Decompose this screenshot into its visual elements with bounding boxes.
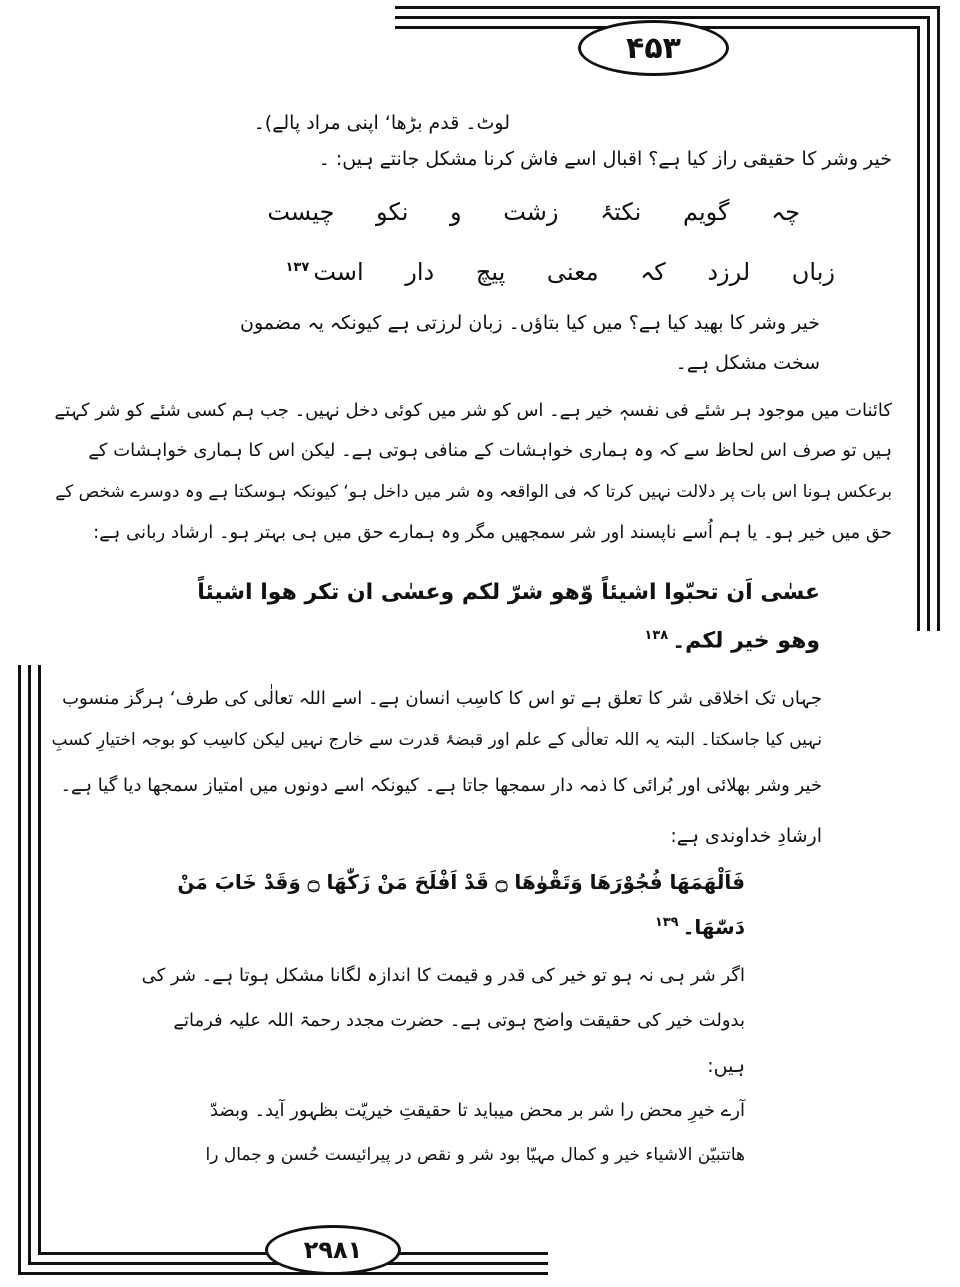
text-line-9: جہاں تک اخلاقی شر کا تعلق ہے تو اس کا کاسِب انسان ہے۔ اسے اللہ تعالٰی کی طرف‘ ہرگز منسوب [62, 688, 822, 709]
text-line-7: برعکس ہونا اس بات پر دلالت نہیں کرتا کہ فی الواقعہ وہ شر میں داخل ہو‘ کیونکہ ہوسکتا ہے وہ دوسرے شخص کے [55, 482, 892, 502]
frame-top-line-2 [395, 16, 930, 19]
poem-line-2 [282, 258, 836, 287]
text-line-15: ہیں: [707, 1055, 745, 1077]
header-page-number: ۴۵۳ [578, 20, 729, 76]
footer-page-number: ۲۹۸۱ [265, 1225, 401, 1275]
poem-line-2-text: زباں لرزد کہ معنی پیچ دار است [313, 258, 835, 286]
text-line-6: ہیں تو صرف اس لحاظ سے کہ وہ ہماری خواہشات کے منافی ہوتی ہے۔ لیکن اس کا ہماری خواہشات کے [88, 440, 892, 461]
frame-top-line-1 [395, 6, 940, 9]
frame-left-line-1 [18, 665, 21, 1275]
text-line-3: خیر وشر کا بھید کیا ہے؟ میں کیا بتاؤں۔ زبان لرزتی ہے کیونکہ یہ مضمون [240, 312, 820, 334]
frame-right-line-2 [927, 16, 930, 631]
text-line-5: کائنات میں موجود ہر شئے فی نفسہٖ خیر ہے۔ اس کو شر میں کوئی دخل نہیں۔ جب ہم کسی شئے کو شر کہتے [54, 400, 892, 421]
frame-bottom-line-1 [18, 1272, 548, 1275]
text-line-12: ارشادِ خداوندی ہے: [670, 825, 822, 847]
text-line-14: بدولت خیر کی حقیقت واضح ہوتی ہے۔ حضرت مجدد رحمۃ اللہ علیہ فرماتے [173, 1010, 745, 1031]
frame-right-line-1 [937, 6, 940, 631]
text-line-16: آرے خیرِ محض را شر بر محض میباید تا حقیقتِ خیریّت بظہور آید۔ وبضدّ [209, 1100, 745, 1121]
quran-verse-2-line-2-text: دَسّٰھَا۔ [682, 915, 745, 939]
poem-line-1: چہ گویم نکتۂ زشت و نکو چیست [267, 198, 800, 226]
quran-verse-1-line-1: عسٰی اَن تحبّوا اشیئاً وّھو شرّ لکم وعسٰی ان تکر ھوا اشیئاً [197, 580, 820, 605]
text-line-13: اگر شر ہی نہ ہو تو خیر کی قدر و قیمت کا اندازہ لگانا مشکل ہوتا ہے۔ شر کی [141, 965, 745, 986]
quran-verse-1-line-2-text: وھو خیر لکم۔ [672, 628, 820, 654]
frame-right-line-3 [917, 26, 920, 631]
quran-verse-2-line-1: فَاَلْھَمَھَا فُجُوْرَھَا وَتَقْوٰھَا ۝ قَدْ اَفْلَحَ مَنْ زَکّٰھَا ۝ وَقَدْ خَابَ مَنْ [177, 870, 745, 894]
text-line-2: خیر وشر کا حقیقی راز کیا ہے؟ اقبال اسے فاش کرنا مشکل جانتے ہیں: ۔ [318, 148, 892, 170]
frame-left-line-3 [38, 665, 41, 1255]
footnote-137: ۱۳۷ [285, 260, 310, 275]
text-line-1: لوٹ۔ قدم بڑھا‘ اپنی مراد پالے)۔ [253, 112, 510, 134]
text-line-8: حق میں خیر ہو۔ یا ہم اُسے ناپسند اور شر سمجھیں مگر وہ ہمارے حق میں ہی بہتر ہو۔ ارشاد ربانی ہے: [93, 522, 892, 543]
footnote-139: ۱۳۹ [654, 915, 679, 931]
footnote-138: ۱۳۸ [644, 628, 669, 643]
text-line-17: ھاتتبیّن الاشیاء خیر و کمال مہیّا بود شر و نقص در پیرائیست حُسن و جمال را [205, 1145, 745, 1165]
text-line-10: نہیں کیا جاسکتا۔ البتہ یہ اللہ تعالٰی کے علم اور قبضۂ قدرت سے خارج نہیں لیکن کاسِب کو بوجہ اختیارِ کسبِ [51, 730, 822, 750]
text-line-4: سخت مشکل ہے۔ [675, 352, 820, 374]
quran-verse-2-line-2 [651, 915, 745, 939]
quran-verse-1-line-2 [640, 628, 820, 655]
text-line-11: خیر وشر بھلائی اور بُرائی کا ذمہ دار سمجھا جاتا ہے۔ کیونکہ اسے دونوں میں امتیاز سمجھا دیا گیا ہے۔ [60, 775, 822, 796]
frame-left-line-2 [28, 665, 31, 1265]
